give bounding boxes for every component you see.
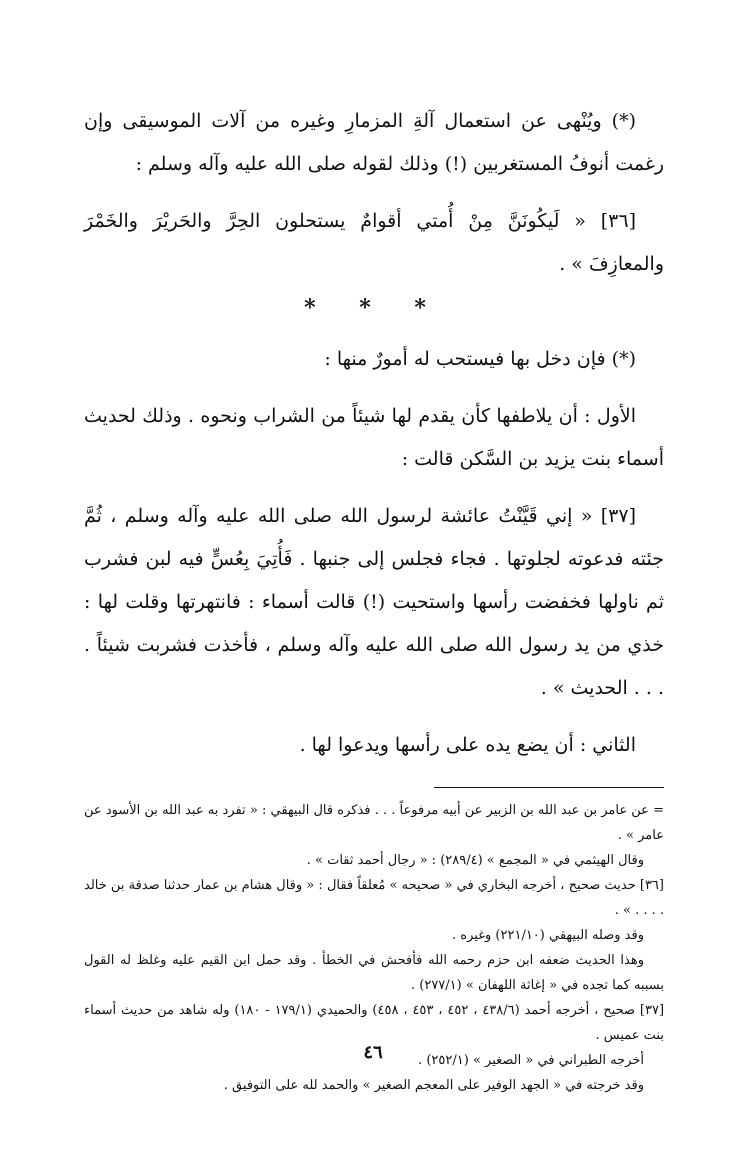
hadith-37: [٣٧] « إني قَيَّنْتُ عائشة لرسول الله صلى الله عليه وآله وسلم ، ثُمَّ جئته فدعوته لجلوتها . فجاء فجلس إلى جنبها . فَأُتِيَ بِعُسٍّ فيه لبن فشرب ثم ناولها فخفضت رأسها واستحيت (!) قالت أسماء : فانتهرتها وقلت لها : خذي من يد رسول الله صلى الله عليه وآله وسلم ، فأخذت فشربت شيئاً . . . . الحديث » . — [84, 505, 664, 699]
footnote-line: وقد خرجته في « الجهد الوفير على المعجم الصغير » والحمد لله على التوفيق . — [223, 1078, 644, 1093]
footnote-divider — [434, 787, 664, 788]
footnote-line: [٣٦] حديث صحيح ، أخرجه البخاري في « صحيحه » مُعلقاً فقال : « وقال هشام بن عمار حدثنا صدقة بن خالد . . . . » . — [84, 878, 664, 918]
footnote-line: = عن عامر بن عبد الله بن الزبير عن أبيه مرفوعاً . . . فذكره قال البيهقي : « تفرد به عبد الله بن الأسود عن عامر » . — [84, 803, 664, 843]
main-text — [84, 100, 664, 767]
paragraph-music-prohibition: (*) ويُنْهى عن استعمال آلةِ المزمارِ وغيره من آلات الموسيقى وإن رغمت أنوفُ المستغربين (!) وذلك لقوله صلى الله عليه وآله وسلم : — [84, 110, 664, 175]
footnote-line: وهذا الحديث ضعفه ابن حزم رحمه الله فأفحش في الخطأ . وقد حمل ابن القيم عليه وغلظ له القول بسببه كما تجده في « إغاثة اللهفان » (٢٧٧/١) . — [84, 953, 664, 993]
footnote-line: أخرجه الطبراني في « الصغير » (٢٥٢/١) . — [418, 1053, 644, 1068]
footnote-line: وقد وصله البيهقي (٢٢١/١٠) وغيره . — [452, 928, 644, 943]
paragraph-first-matter: الأول : أن يلاطفها كأن يقدم لها شيئاً من الشراب ونحوه . وذلك لحديث أسماء بنت يزيد بن السَّكن قالت : — [84, 405, 664, 470]
paragraph-second-matter: الثاني : أن يضع يده على رأسها ويدعوا لها . — [299, 734, 636, 756]
page-body — [84, 100, 664, 1098]
paragraph-consummation: (*) فإن دخل بها فيستحب له أمورٌ منها : — [324, 348, 636, 370]
page-number: ٤٦ — [363, 1042, 383, 1063]
footnote-line: وقال الهيثمي في « المجمع » (٢٨٩/٤) : « رجال أحمد ثقات » . — [306, 853, 644, 868]
hadith-36: [٣٦] « لَيكُونَنَّ مِنْ أُمتي أقوامٌ يستحلون الحِرَّ والحَريْرَ والخَمْرَ والمعازِفَ » . — [84, 210, 664, 275]
footnote-line: [٣٧] صحيح ، أخرجه أحمد (٤٣٨/٦ ، ٤٥٢ ، ٤٥٣ ، ٤٥٨) والحميدي (١٧٩/١ - ١٨٠) وله شاهد من حديث أسماء بنت عميس . — [84, 1003, 665, 1043]
section-separator: * * * — [304, 295, 444, 321]
